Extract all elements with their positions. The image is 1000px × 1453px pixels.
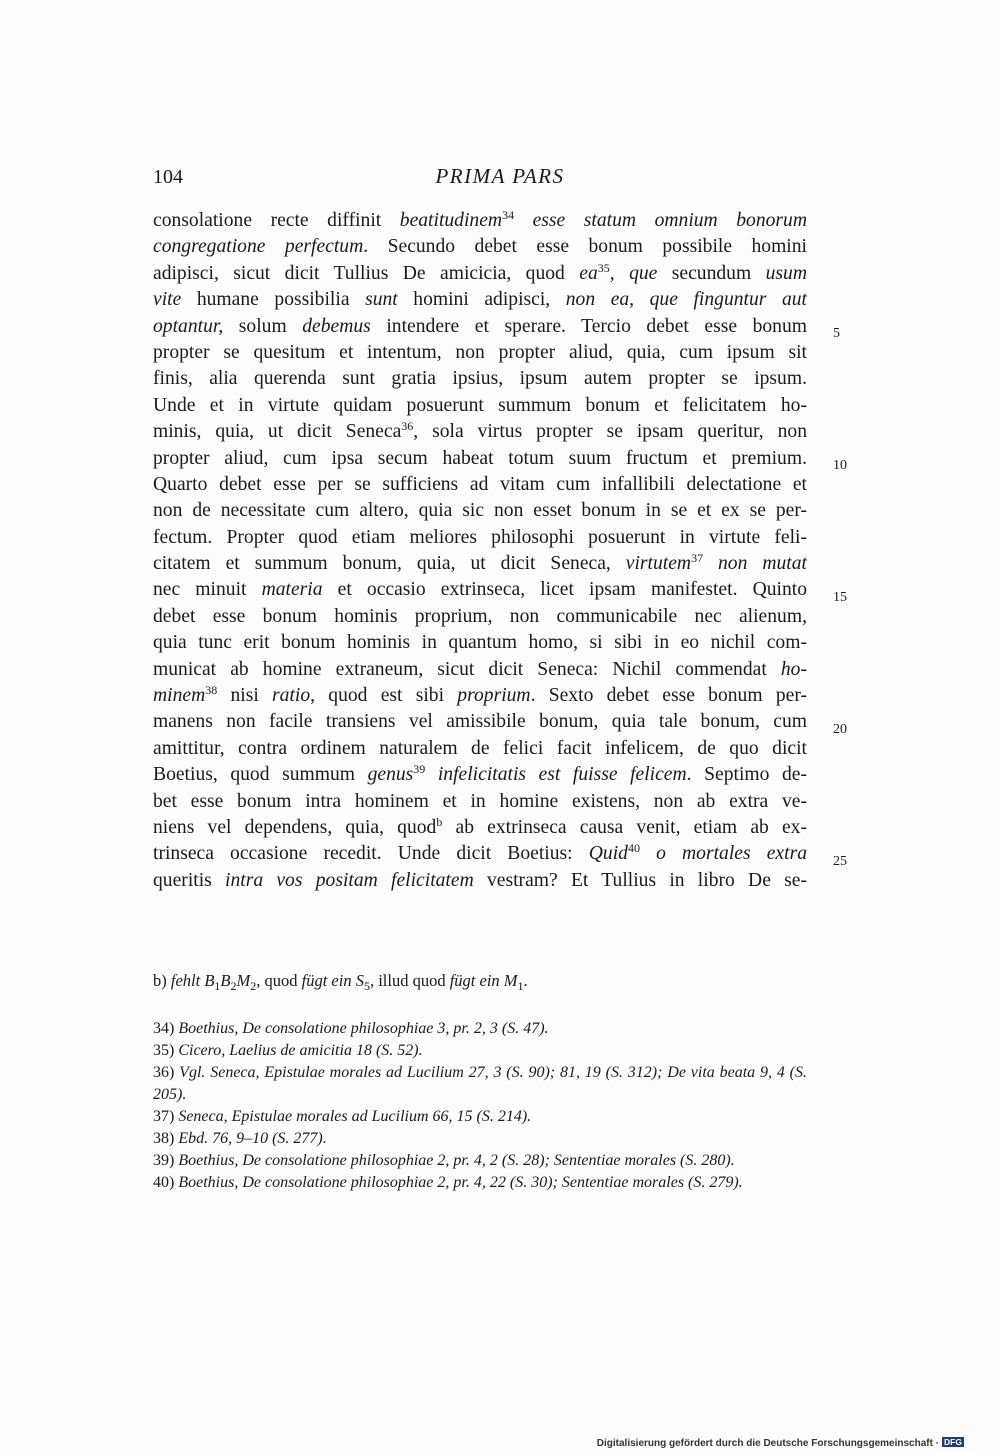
text-line-3: adipisci, sicut dicit Tullius De amicicia, quod $ea^{35}$, que secundum usum (153, 260, 807, 284)
text-line-23: bet esse bonum intra hominem et in homine existens, non ab extra ve- (153, 790, 807, 812)
page-number: 104 (153, 166, 183, 188)
text-line-12: non de necessitate cum altero, quia sic non esset bonum in se et ex se per- (153, 500, 807, 522)
text-line-25: trinseca occasione recedit. Unde dicit Boetius: Quid$^{40}$ o mortales extra (153, 841, 807, 865)
line-number: 25 (833, 854, 847, 869)
text-line-5: optantur, solum debemus intendere et sperare. Tercio debet esse bonum (153, 315, 807, 337)
text-line-20: manens non facile transiens vel amissibile bonum, quia tale bonum, cum (153, 711, 807, 733)
footnote-40: 40) Boethius, De consolatione philosophiae 2, pr. 4, 22 (S. 30); Sententiae morales (S. 279). (153, 1174, 743, 1191)
text-line-6: propter se quesitum et intentum, non propter aliud, quia, cum ipsum sit (153, 341, 807, 363)
text-line-8: Unde et in virtute quidam posuerunt summum bonum et felicitatem ho- (153, 394, 807, 416)
line-number: 15 (833, 590, 847, 605)
text-line-1: consolatione recte diffinit beatitudinem$^{34}$ esse statum omnium bonorum (153, 208, 807, 231)
text-line-14: citatem et summum bonum, quia, ut dicit Seneca, virtutem$^{37}$ non mutat (153, 551, 807, 575)
line-number: 10 (833, 458, 847, 473)
dfg-logo: DFG (944, 1437, 962, 1447)
footnote-36: 36) Vgl. Seneca, Epistulae morales ad Lucilium 27, 3 (S. 90); 81, 19 (S. 312); De vita beata 9, 4 (S. 205). (153, 1064, 807, 1103)
main-text (153, 208, 807, 894)
text-line-22: Boetius, quod summum genus$^{39}$ infelicitatis est fuisse felicem. Septimo de- (153, 762, 807, 786)
running-head: PRIMA PARS (435, 164, 565, 188)
text-line-15: nec minuit materia et occasio extrinseca, licet ipsam manifestet. Quinto (153, 579, 807, 601)
footnote-35: 35) Cicero, Laelius de amicitia 18 (S. 52). (153, 1042, 423, 1059)
digitization-credit: Digitalisierung gefördert durch die Deutsche Forschungsgemeinschaft · DFG (596, 1437, 962, 1449)
text-line-24: niens vel dependens, quia, quod$^b$ ab extrinseca causa venit, etiam ab ex- (153, 814, 807, 838)
text-line-21: amittitur, contra ordinem naturalem de felici facit infelicem, de quo dicit (153, 737, 807, 759)
text-line-10: propter aliud, cum ipsa secum habeat totum suum fructum et premium. (153, 447, 807, 469)
text-line-26: queritis intra vos positam felicitatem vestram? Et Tullius in libro De se- (153, 869, 807, 891)
text-line-16: debet esse bonum hominis proprium, non communicabile nec alienum, (153, 605, 807, 627)
footnote-39: 39) Boethius, De consolatione philosophiae 2, pr. 4, 2 (S. 28); Sententiae morales (S. 280). (153, 1152, 735, 1169)
footnote-34: 34) Boethius, De consolatione philosophiae 3, pr. 2, 3 (S. 47). (153, 1020, 549, 1037)
text-line-9: minis, quia, ut dicit Seneca$^{36}$, sola virtus propter se ipsam queritur, non (153, 419, 807, 443)
text-line-7: finis, alia querenda sunt gratia ipsius, ipsum autem propter se ipsum. (153, 368, 807, 390)
apparatus-mark: b) (153, 971, 167, 990)
text-line-17: quia tunc erit bonum hominis in quantum homo, si sibi in eo nichil com- (153, 632, 807, 654)
text-line-18: municat ab homine extraneum, sicut dicit Seneca: Nichil commendat ho- (153, 658, 807, 680)
text-line-2: congregatione perfectum. Secundo debet esse bonum possibile homini (153, 236, 807, 258)
critical-apparatus: b) fehlt $B_1B_2M_2$, quod fügt ein $S_5$, illud quod fügt ein $M_1$. (153, 971, 528, 993)
footnotes (153, 1018, 807, 1194)
line-number: 20 (833, 722, 847, 737)
line-number: 5 (833, 326, 840, 341)
footnote-38: 38) Ebd. 76, 9–10 (S. 277). (153, 1130, 327, 1147)
text-line-11: Quarto debet esse per se sufficiens ad vitam cum infallibili delectatione et (153, 473, 807, 495)
text-line-19: minem$^{38}$ nisi ratio, quod est sibi proprium. Sexto debet esse bonum per- (153, 683, 807, 707)
footnote-37: 37) Seneca, Epistulae morales ad Lucilium 66, 15 (S. 214). (153, 1108, 532, 1125)
text-line-13: fectum. Propter quod etiam meliores philosophi posuerunt in virtute feli- (153, 526, 807, 548)
text-line-4: vite humane possibilia sunt homini adipisci, non ea, que finguntur aut (153, 289, 807, 311)
